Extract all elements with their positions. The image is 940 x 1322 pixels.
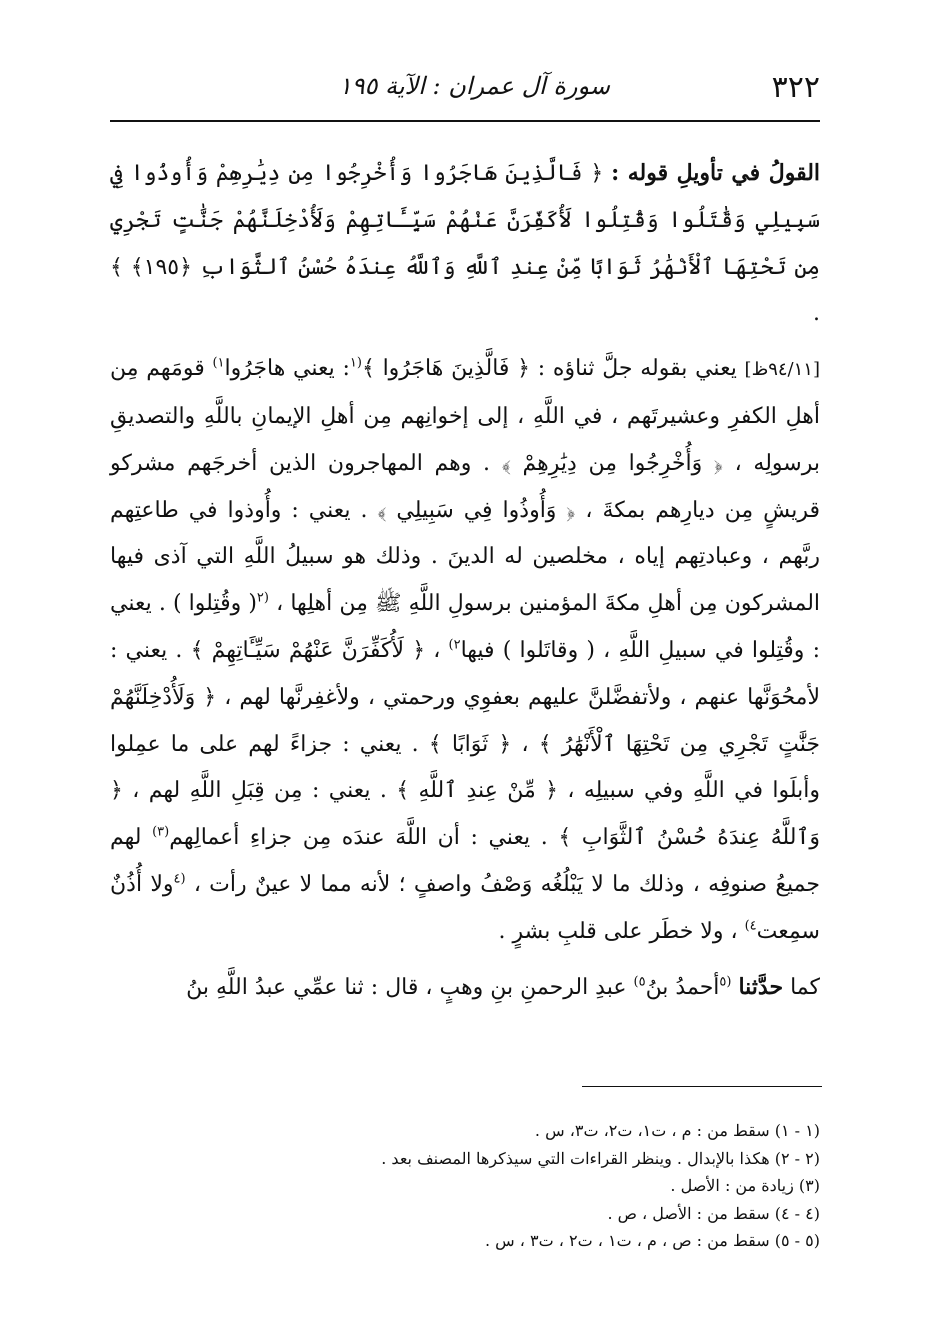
text-span: . يعني : مِن قِبَلِ اللَّهِ لهم ،	[132, 778, 387, 804]
quran-verse: ﴿ وَأُوذُوا فِي سَبِيلِي ﴾	[377, 497, 576, 523]
footnote-item: (١ - ١) سقط من : م ، ت١، ت٢، ت٣، س .	[534, 1121, 820, 1140]
page-header	[110, 62, 820, 122]
manuscript-reference: [٩٤/١١ظ]	[744, 359, 820, 381]
text-span: كما	[790, 974, 820, 1000]
text-span: ، ولا خطَر على قلبِ بشرٍ .	[498, 918, 738, 944]
quran-verse: ﴿ فَالَّذِينَ هَاجَرُوا وَأُخْرِجُوا مِن دِيَٰرِهِمْ وَأُوذُوا فِي سَبِيلِي وَقَٰتَلُوا وَقُتِلُوا لَأُكَفِّرَنَّ عَنْهُمْ سَيِّـَٔاتِهِمْ وَلَأُدْخِلَنَّهُمْ جَنَّٰتٍ تَجْرِي مِن تَحْتِهَا ٱلْأَنْهَٰرُ ثَوَابًا مِّنْ عِندِ ٱللَّهِ وَٱللَّهُ عِندَهُ حُسْنُ ٱلثَّوَابِ ﴿١٩٥﴾ ﴾	[110, 161, 820, 280]
text-span: لهم جميعُ صنوفِه ، وذلك ما لا يَبْلُغُه وَصْفُ واصفٍ ؛ لأنه مما لا عينٌ رأت ،	[110, 825, 820, 897]
header-rule	[110, 120, 820, 122]
section-heading: القولُ في تأويلِ قوله :	[611, 160, 821, 186]
running-title: سورة آل عمران : الآية ١٩٥	[338, 72, 610, 100]
footnote-item: (٢ - ٢) هكذا بالإبدال . وينظر القراءات التي سيذكرها المصنف بعد .	[381, 1148, 820, 1168]
footnote-marker: (٢	[256, 590, 269, 606]
footnote-marker: ٥)	[633, 974, 646, 990]
text-span: ولا أُذُنٌ سمِعت	[110, 871, 820, 944]
text-span: يعني بقوله جلَّ ثناؤه :	[537, 356, 737, 382]
text-span: أحمدُ بنُ	[645, 974, 720, 1000]
text-span: ( وقُتِلوا ) . يعني : وقُتِلوا في سبيلِ اللَّهِ ، ( وقاتَلوا ) فيها	[110, 591, 820, 663]
text-span: .	[813, 301, 820, 327]
text-span: . يعني : أن اللَّهَ عندَه مِن جزاءِ أعمالِهم	[169, 825, 548, 851]
text-span: : يعني هاجَرُوا	[224, 356, 350, 382]
footnote-item: (٤ - ٤) سقط من : الأصل ، ص .	[607, 1203, 820, 1223]
quran-verse: ﴿ ثَوَابًا ﴾	[428, 731, 512, 757]
quran-verse: ﴿ وَأُخْرِجُوا مِن دِيَٰرِهِمْ ﴾	[501, 450, 723, 476]
paragraph-verse-heading	[110, 150, 820, 338]
footnote-item: (٣) زيادة من : الأصل .	[670, 1176, 820, 1195]
footnote-marker: ١)	[212, 355, 225, 371]
quran-verse: ﴿ فَالَّذِينَ هَاجَرُوا ﴾	[361, 356, 531, 382]
quran-verse: ﴿ وَٱللَّهُ عِندَهُ حُسْنُ ٱلثَّوَابِ ﴾	[110, 778, 821, 851]
footnote-marker: ٢)	[448, 637, 461, 653]
paragraph-commentary	[110, 346, 820, 955]
text-span: . وهم المهاجرون الذين أخرجَهم مشركو قريشٍ مِن ديارِهم بمكةَ ،	[110, 450, 821, 523]
page-number: ٣٢٢	[771, 70, 820, 105]
quran-verse: ﴿ مِّنْ عِندِ ٱللَّهِ ﴾	[396, 778, 558, 804]
text-span: . يعني : لأمحُوَنَّها عنهم ، ولأتفضَّلنَّ عليهم بعفوِي ورحمتي ، ولأغفِرنَّها لهم ،	[110, 637, 820, 710]
footnote-separator	[582, 1086, 822, 1087]
text-span: عبدِ الرحمنِ بنِ وهبٍ ، قال : ثنا عمِّي عبدُ اللَّهِ بنُ	[186, 974, 627, 1000]
paragraph-isnad	[110, 964, 820, 1012]
text-span: قومَهم مِن أهلِ الكفرِ وعشيرتَهم ، في اللَّهِ ، إلى إخوانِهم مِن أهلِ الإيمانِ باللَّهِ والتصديقِ برسولِه ،	[110, 356, 820, 476]
quran-verse: ﴿ وَلَأُدْخِلَنَّهُمْ جَنَّٰتٍ تَجْرِي مِن تَحْتِهَا ٱلْأَنْهَٰرُ ﴾	[110, 684, 821, 757]
main-text	[110, 150, 820, 1011]
narration-keyword: حدَّثنا	[738, 973, 784, 1000]
footnote-marker: ٤)	[744, 918, 757, 934]
text-span: . يعني : وأُوذوا في طاعتِهم ربَّهم ، وعبادتِهم إياه ، مخلصين له الدينَ . وذلك هو سبيلُ اللَّهِ التي آذى فيها المشركون مِن أهلِ مكةَ المؤمنين برسولِ اللَّهِ ﷺ مِن أهلِها ،	[110, 497, 821, 617]
text-span: ،	[521, 731, 529, 757]
footnote-marker: (٥	[719, 974, 732, 990]
footnotes	[110, 1117, 820, 1255]
footnote-marker: (٤	[173, 871, 186, 887]
text-span: ،	[433, 637, 441, 663]
footnote-marker: (٣)	[152, 824, 170, 840]
quran-verse: ﴿ لَأُكَفِّرَنَّ عَنْهُمْ سَيِّـَٔاتِهِمْ ﴾	[190, 637, 426, 663]
footnote-marker: (١	[349, 355, 362, 371]
footnote-item: (٥ - ٥) سقط من : ص ، م ، ت١ ، ت٢ ، ت٣ ، س .	[484, 1231, 820, 1250]
text-span: . يعني : جزاءً لهم على ما عمِلوا وأبلَوا في اللَّهِ وفي سبيلِه ،	[110, 731, 820, 804]
